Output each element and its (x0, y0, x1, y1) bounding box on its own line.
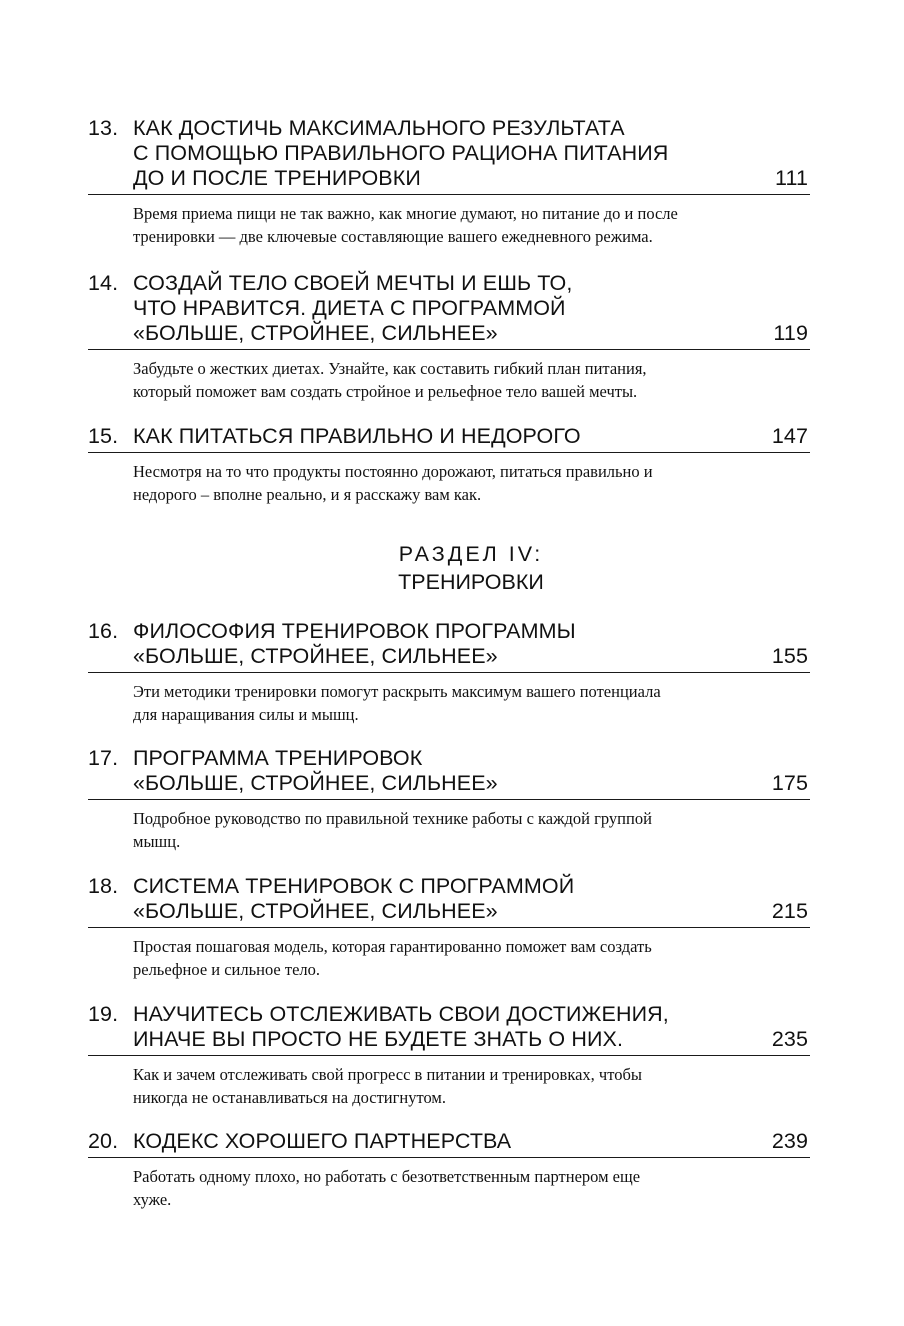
entry-number: 20. (88, 1129, 119, 1153)
entry-description-line: рельефное и сильное тело. (133, 960, 321, 979)
entry-title (88, 1002, 810, 1056)
entry-description-line: мышц. (133, 832, 181, 851)
toc-entry-17[interactable] (88, 746, 810, 853)
entry-title (88, 746, 810, 800)
toc-entry-16[interactable] (88, 619, 810, 726)
entry-title-line: ЧТО НРАВИТСЯ. ДИЕТА С ПРОГРАММОЙ (133, 296, 566, 320)
entry-title-line: «БОЛЬШЕ, СТРОЙНЕЕ, СИЛЬНЕЕ» (133, 899, 498, 923)
entry-title-line: СИСТЕМА ТРЕНИРОВОК С ПРОГРАММОЙ (133, 874, 575, 898)
entry-page-number: 239 (771, 1129, 808, 1153)
entry-page-number: 155 (771, 644, 808, 668)
toc-entry-20[interactable] (88, 1129, 810, 1211)
entry-title (88, 424, 810, 453)
toc-entry-14[interactable] (88, 271, 810, 403)
entry-description-line: Работать одному плохо, но работать с безответственным партнером еще (133, 1167, 641, 1186)
toc-entry-15[interactable] (88, 424, 810, 506)
section-name: ТРЕНИРОВКИ (398, 570, 544, 594)
entry-title (88, 1129, 810, 1158)
entry-number: 15. (88, 424, 119, 448)
entry-description (133, 357, 773, 403)
entry-page-number: 111 (775, 166, 808, 190)
entry-title-line: КАК ПИТАТЬСЯ ПРАВИЛЬНО И НЕДОРОГО (133, 424, 581, 448)
entry-description-line: Несмотря на то что продукты постоянно дорожают, питаться правильно и (133, 462, 653, 481)
entry-page-number: 119 (773, 321, 808, 345)
entry-title-line: НАУЧИТЕСЬ ОТСЛЕЖИВАТЬ СВОИ ДОСТИЖЕНИЯ, (133, 1002, 669, 1026)
entry-description-line: тренировки — две ключевые составляющие вашего ежедневного режима. (133, 227, 653, 246)
entry-title-line: ПРОГРАММА ТРЕНИРОВОК (133, 746, 423, 770)
entry-description-line: Простая пошаговая модель, которая гарантированно поможет вам создать (133, 937, 652, 956)
entry-title (88, 116, 810, 195)
entry-description-line: Как и зачем отслеживать свой прогресс в питании и тренировках, чтобы (133, 1065, 642, 1084)
entry-title (88, 874, 810, 928)
entry-number: 19. (88, 1002, 119, 1026)
toc-entry-18[interactable] (88, 874, 810, 981)
entry-description-line: никогда не останавливаться на достигнутом. (133, 1088, 446, 1107)
entry-description (133, 1165, 773, 1211)
entry-title-line: ДО И ПОСЛЕ ТРЕНИРОВКИ (133, 166, 421, 190)
toc-entry-13[interactable] (88, 116, 810, 248)
entry-title-line: СОЗДАЙ ТЕЛО СВОЕЙ МЕЧТЫ И ЕШЬ ТО, (133, 271, 573, 295)
entry-title (88, 619, 810, 673)
entry-title-line: КАК ДОСТИЧЬ МАКСИМАЛЬНОГО РЕЗУЛЬТАТА (133, 116, 625, 140)
entry-title-line: «БОЛЬШЕ, СТРОЙНЕЕ, СИЛЬНЕЕ» (133, 321, 498, 345)
entry-description (133, 680, 773, 726)
entry-description-line: хуже. (133, 1190, 172, 1209)
section-heading (0, 540, 904, 596)
entry-description-line: который поможет вам создать стройное и рельефное тело вашей мечты. (133, 382, 638, 401)
entry-title-line: С ПОМОЩЬЮ ПРАВИЛЬНОГО РАЦИОНА ПИТАНИЯ (133, 141, 669, 165)
entry-description-line: Подробное руководство по правильной технике работы с каждой группой (133, 809, 652, 828)
entry-number: 18. (88, 874, 119, 898)
entry-title-line: «БОЛЬШЕ, СТРОЙНЕЕ, СИЛЬНЕЕ» (133, 771, 498, 795)
entry-page-number: 215 (771, 899, 808, 923)
entry-description (133, 460, 773, 506)
entry-description (133, 1063, 773, 1109)
entry-page-number: 175 (771, 771, 808, 795)
entry-description (133, 807, 773, 853)
entry-title-line: КОДЕКС ХОРОШЕГО ПАРТНЕРСТВА (133, 1129, 512, 1153)
section-label: РАЗДЕЛ IV: (398, 542, 544, 566)
entry-description (133, 202, 773, 248)
entry-title (88, 271, 810, 350)
entry-page-number: 147 (771, 424, 808, 448)
entry-number: 17. (88, 746, 119, 770)
entry-description-line: недорого – вполне реально, и я расскажу вам как. (133, 485, 482, 504)
entry-description-line: для наращивания силы и мышц. (133, 705, 359, 724)
entry-title-line: ИНАЧЕ ВЫ ПРОСТО НЕ БУДЕТЕ ЗНАТЬ О НИХ. (133, 1027, 624, 1051)
entry-page-number: 235 (771, 1027, 808, 1051)
entry-description-line: Время приема пищи не так важно, как многие думают, но питание до и после (133, 204, 678, 223)
entry-number: 14. (88, 271, 119, 295)
toc-entry-19[interactable] (88, 1002, 810, 1109)
entry-description-line: Забудьте о жестких диетах. Узнайте, как составить гибкий план питания, (133, 359, 647, 378)
entry-description (133, 935, 773, 981)
entry-title-line: ФИЛОСОФИЯ ТРЕНИРОВОК ПРОГРАММЫ (133, 619, 576, 643)
entry-title-line: «БОЛЬШЕ, СТРОЙНЕЕ, СИЛЬНЕЕ» (133, 644, 498, 668)
entry-description-line: Эти методики тренировки помогут раскрыть максимум вашего потенциала (133, 682, 661, 701)
entry-number: 13. (88, 116, 119, 140)
entry-number: 16. (88, 619, 119, 643)
